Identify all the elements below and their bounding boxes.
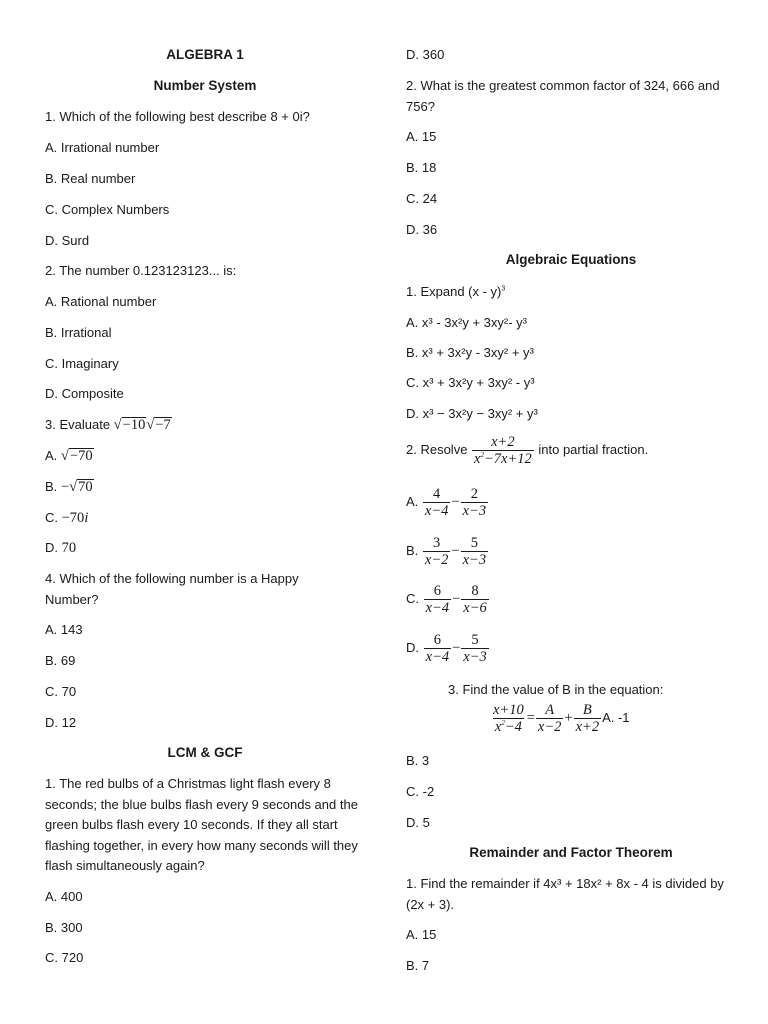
option-label: B. [45, 479, 58, 494]
sqrt-symbol: √−7 [146, 417, 171, 433]
imaginary-unit: i [84, 510, 89, 526]
numerator: x+2 [491, 434, 515, 450]
question-evaluate-radicals [45, 415, 172, 436]
exponent: 3 [501, 285, 506, 293]
answer-option: A. 143 [45, 622, 83, 637]
numerator: B [582, 702, 592, 718]
sqrt-symbol: √−10 [113, 417, 146, 433]
answer-option [45, 538, 76, 559]
answer-option: B. 18 [406, 160, 437, 175]
denominator: $x^2-4$ [494, 719, 522, 735]
numerator: 3 [433, 535, 441, 551]
answer-option: C. 70 [45, 684, 77, 699]
radicand: −7 [155, 417, 171, 433]
answer-option: B. x³ + 3x²y - 3xy² + y³ [406, 345, 534, 360]
equals-sign: = [526, 710, 535, 727]
answer-option: C. 24 [406, 191, 438, 206]
denominator: x−4 [424, 503, 449, 519]
radicand: −70 [69, 448, 93, 464]
answer-option: D. 360 [406, 47, 445, 62]
numerator: 5 [471, 632, 479, 648]
numerator: 6 [433, 632, 441, 648]
answer-option: C. x³ + 3x²y + 3xy² - y³ [406, 375, 535, 390]
denominator: x−3 [462, 552, 487, 568]
answer-option: A. x³ - 3x²y + 3xy²- y³ [406, 315, 527, 330]
numerator: A [545, 702, 555, 718]
option-label: D. [406, 640, 419, 656]
fraction [491, 702, 526, 735]
denominator: x−3 [463, 649, 487, 665]
fraction [424, 583, 451, 616]
fraction [461, 535, 488, 568]
answer-option: B. Irrational [45, 325, 112, 340]
question-prefix: 2. Resolve [406, 442, 468, 458]
operator: − [452, 591, 461, 608]
numerator: x+10 [493, 702, 524, 718]
denominator: x−3 [462, 503, 487, 519]
question-text-body: 1. Expand (x - y) [406, 284, 502, 299]
question-text: 2. The number 0.123123123... is: [45, 263, 237, 278]
numerator: 8 [471, 583, 479, 599]
radicand: 70 [78, 479, 93, 495]
question-text [406, 282, 505, 303]
question-text: 1. Find the remainder if 4x³ + 18x² + 8x - 4 is divided by (2x + 3). [406, 876, 724, 912]
answer-option [45, 508, 88, 529]
option-label: B. [406, 543, 419, 559]
answer-option: B. Real number [45, 171, 136, 186]
radical-expression [114, 417, 172, 433]
answer-option: C. -2 [406, 784, 435, 799]
equation [490, 702, 630, 735]
answer-option [406, 632, 490, 665]
fraction [461, 486, 488, 519]
option-label: C. [406, 591, 419, 607]
option-value: 70 [61, 540, 77, 556]
answer-option: A. Irrational number [45, 140, 160, 155]
answer-option [406, 583, 490, 616]
operator: − [452, 640, 461, 657]
question-text: 2. What is the greatest common factor of 324, 666 and 756? [406, 78, 720, 114]
answer-option: A. Rational number [45, 294, 157, 309]
question-partial-fraction [406, 434, 648, 467]
option-label: A. [406, 494, 419, 510]
answer-option: A. 15 [406, 129, 437, 144]
fraction [461, 632, 488, 665]
sqrt-symbol: √70 [69, 479, 93, 495]
answer-option: A. -1 [602, 710, 630, 726]
answer-option: D. 12 [45, 715, 77, 730]
numerator: 6 [433, 583, 441, 599]
denominator-term: x [494, 719, 502, 735]
denominator: x+2 [575, 719, 600, 735]
question-text: 3. Find the value of B in the equation: [448, 682, 664, 697]
operator: − [451, 494, 460, 511]
answer-option: B. 7 [406, 958, 430, 973]
answer-option: C. Imaginary [45, 356, 119, 371]
document-title: ALGEBRA 1 [166, 47, 244, 62]
denominator-term: −7x+12 [483, 451, 532, 467]
minus-sign: − [60, 479, 70, 495]
question-text: 1. Which of the following best describe 8 + 0i? [45, 109, 310, 124]
answer-option: C. 720 [45, 950, 84, 965]
section-heading-number-system: Number System [153, 78, 257, 93]
answer-option: A. 400 [45, 889, 83, 904]
numerator: 4 [433, 486, 441, 502]
fraction [472, 434, 534, 467]
answer-option: D. x³ − 3x²y − 3xy² + y³ [406, 406, 538, 421]
section-heading-remainder-factor: Remainder and Factor Theorem [469, 845, 673, 860]
answer-option [406, 486, 489, 519]
sqrt-symbol: √−70 [60, 448, 93, 464]
question-text: 4. Which of the following number is a Happy Number? [45, 571, 299, 607]
fraction [574, 702, 601, 735]
denominator: x−4 [425, 649, 450, 665]
option-label: A. [45, 448, 58, 463]
fraction [461, 583, 488, 616]
fraction [423, 535, 450, 568]
answer-option: D. Surd [45, 233, 90, 248]
question-text: 1. The red bulbs of a Christmas light flash every 8 seconds; the blue bulbs flash every 9 seconds and the green bulbs flash every 10 seconds. If they all start flashing together, in every how many seconds will they flash simultaneously again? [45, 776, 358, 873]
operator: − [451, 543, 460, 560]
section-heading-lcm-gcf: LCM & GCF [167, 745, 243, 760]
operator: + [564, 710, 573, 727]
fraction [423, 486, 450, 519]
question-prefix: 3. Evaluate [45, 417, 111, 432]
option-label: D. [45, 540, 58, 555]
numerator: 2 [470, 486, 478, 502]
answer-option: C. Complex Numbers [45, 202, 170, 217]
answer-option [45, 477, 94, 498]
answer-option: A. 15 [406, 927, 437, 942]
answer-option: D. 5 [406, 815, 430, 830]
answer-option [45, 446, 94, 467]
question-suffix: into partial fraction. [538, 442, 649, 458]
answer-option: B. 69 [45, 653, 76, 668]
section-heading-algebraic-equations: Algebraic Equations [505, 252, 637, 267]
numerator: 5 [470, 535, 478, 551]
option-value: −70 [61, 510, 85, 526]
denominator: x−4 [425, 600, 450, 616]
denominator: x−2 [537, 719, 562, 735]
fraction [536, 702, 563, 735]
denominator: $x^2-7x+12$ [474, 451, 532, 467]
denominator: x−2 [424, 552, 449, 568]
denominator-term: −4 [504, 719, 522, 735]
denominator-term: x [474, 451, 481, 467]
answer-option: D. 36 [406, 222, 438, 237]
option-label: C. [45, 510, 58, 525]
answer-option [406, 535, 489, 568]
denominator: x−6 [463, 600, 487, 616]
fraction [424, 632, 451, 665]
radicand: −10 [122, 417, 146, 433]
answer-option: B. 3 [406, 753, 430, 768]
answer-option: D. Composite [45, 386, 124, 401]
answer-option: B. 300 [45, 920, 83, 935]
